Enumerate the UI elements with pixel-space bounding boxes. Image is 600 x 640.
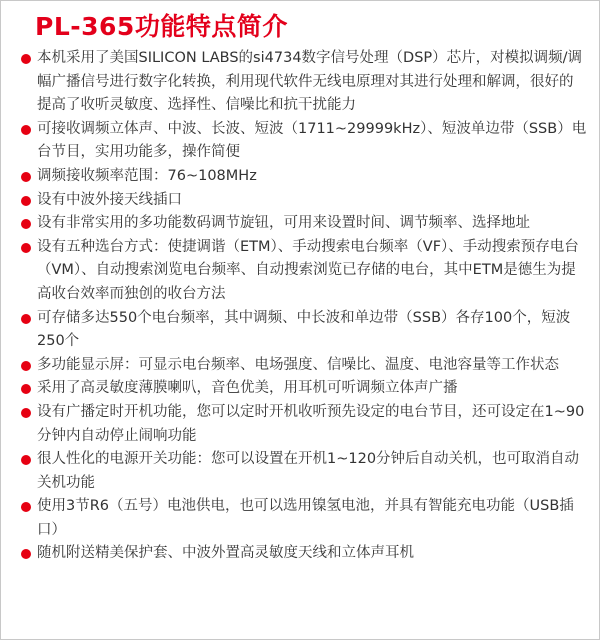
red-dot-bullet-icon xyxy=(21,384,31,394)
red-dot-bullet-icon xyxy=(21,455,31,465)
feature-text: 多功能显示屏：可显示电台频率、电场强度、信噪比、温度、电池容量等工作状态 xyxy=(37,356,559,373)
feature-item-6 xyxy=(15,236,587,307)
feature-item-9 xyxy=(15,377,587,401)
red-dot-bullet-icon xyxy=(21,54,31,64)
feature-item-3 xyxy=(15,165,587,189)
page-title: PL-365功能特点简介 xyxy=(35,12,288,41)
feature-text: 可存储多达550个电台频率，其中调频、中长波和单边带（SSB）各存100个，短波250个 xyxy=(37,309,571,350)
feature-text: 使用3节R6（五号）电池供电，也可以选用镍氢电池，并具有智能充电功能（USB插口） xyxy=(37,498,574,538)
red-dot-bullet-icon xyxy=(21,408,31,418)
feature-item-1 xyxy=(15,47,587,118)
feature-item-12 xyxy=(15,495,587,542)
red-dot-bullet-icon xyxy=(21,549,31,559)
feature-text: 很人性化的电源开关功能：您可以设置在开机1~120分钟后自动关机，也可取消自动关机功能 xyxy=(37,451,580,491)
feature-item-4 xyxy=(15,189,587,213)
feature-text: 调频接收频率范围：76~108MHz xyxy=(37,167,257,184)
feature-item-2 xyxy=(15,118,587,165)
feature-text: 设有中波外接天线插口 xyxy=(37,191,182,208)
red-dot-bullet-icon xyxy=(21,196,31,206)
red-dot-bullet-icon xyxy=(21,314,31,324)
red-dot-bullet-icon xyxy=(21,172,31,182)
feature-text: 设有广播定时开机功能，您可以定时开机收听预先设定的电台节目，还可设定在1~90分钟内自动停止闹响功能 xyxy=(37,403,585,444)
feature-list xyxy=(15,47,587,566)
feature-item-5 xyxy=(15,212,587,236)
feature-text: 随机附送精美保护套、中波外置高灵敏度天线和立体声耳机 xyxy=(37,545,414,562)
feature-text: 可接收调频立体声、中波、长波、短波（1711~29999kHz）、短波单边带（SSB）电台节目，实用功能多，操作简便 xyxy=(37,120,587,161)
feature-item-8 xyxy=(15,354,587,378)
red-dot-bullet-icon xyxy=(21,502,31,512)
feature-text: 采用了高灵敏度薄膜喇叭，音色优美，用耳机可听调频立体声广播 xyxy=(37,380,458,397)
red-dot-bullet-icon xyxy=(21,219,31,229)
feature-item-10 xyxy=(15,401,587,448)
feature-item-7 xyxy=(15,307,587,354)
feature-text: 设有非常实用的多功能数码调节旋钮，可用来设置时间、调节频率、选择地址 xyxy=(37,215,530,232)
feature-item-11 xyxy=(15,448,587,495)
feature-item-13 xyxy=(15,542,587,566)
feature-text: 本机采用了美国SILICON LABS的si4734数字信号处理（DSP）芯片，对模拟调频/调幅广播信号进行数字化转换，利用现代软件无线电原理对其进行处理和解调，很好的提高了收听灵敏度、选择性、信噪比和抗干扰能力 xyxy=(37,50,583,114)
red-dot-bullet-icon xyxy=(21,361,31,371)
feature-text: 设有五种选台方式：使捷调谐（ETM）、手动搜索电台频率（VF）、手动搜索预存电台（VM）、自动搜索浏览电台频率、自动搜索浏览已存储的电台，其中ETM是德生为提高收台效率而独创的收台方法 xyxy=(37,238,579,302)
red-dot-bullet-icon xyxy=(21,243,31,253)
red-dot-bullet-icon xyxy=(21,125,31,135)
